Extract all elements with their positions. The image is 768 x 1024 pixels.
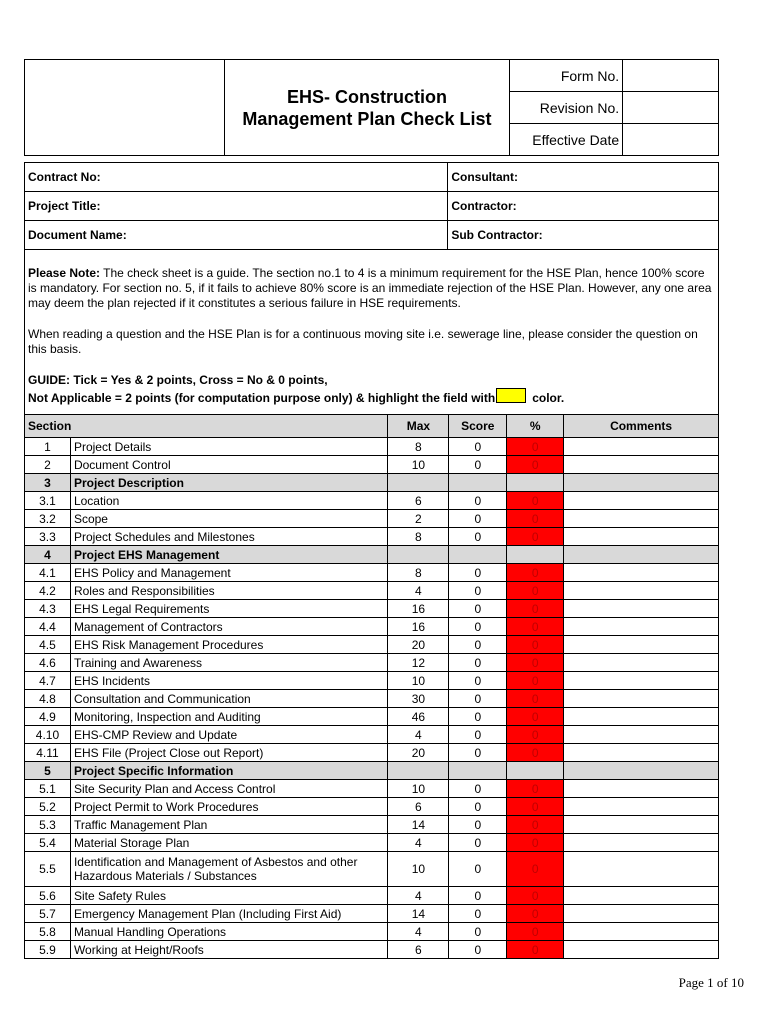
row-pct: [507, 546, 564, 564]
row-comments[interactable]: [564, 582, 719, 600]
row-pct: 0: [507, 438, 564, 456]
row-description: Monitoring, Inspection and Auditing: [70, 708, 387, 726]
table-row: [25, 798, 719, 816]
row-description: Project EHS Management: [70, 546, 387, 564]
row-pct: 0: [507, 582, 564, 600]
row-number: 5.6: [25, 887, 71, 905]
revision-no-field[interactable]: [623, 92, 719, 124]
row-description: EHS-CMP Review and Update: [70, 726, 387, 744]
form-header: [24, 59, 719, 156]
contract-no-field[interactable]: Contract No:: [25, 163, 448, 192]
instructions-note: [24, 250, 719, 414]
row-score[interactable]: 0: [449, 600, 507, 618]
row-pct: 0: [507, 690, 564, 708]
table-row: [25, 816, 719, 834]
title-line-1: EHS- Construction: [286, 86, 447, 107]
row-description: Project Specific Information: [70, 762, 387, 780]
row-number: 4.6: [25, 654, 71, 672]
row-max: 10: [388, 852, 449, 887]
row-score[interactable]: 0: [449, 438, 507, 456]
row-comments[interactable]: [564, 528, 719, 546]
table-row: [25, 744, 719, 762]
row-score[interactable]: 0: [449, 852, 507, 887]
row-max: 46: [388, 708, 449, 726]
guide-color-word: color.: [532, 391, 565, 405]
row-description: EHS Incidents: [70, 672, 387, 690]
row-max: [388, 546, 449, 564]
row-comments[interactable]: [564, 905, 719, 923]
row-number: 4.10: [25, 726, 71, 744]
checklist-table: [24, 414, 719, 959]
table-row: [25, 528, 719, 546]
effective-date-label: Effective Date: [510, 124, 623, 156]
row-score[interactable]: 0: [449, 654, 507, 672]
row-number: 4: [25, 546, 71, 564]
table-row: [25, 510, 719, 528]
effective-date-field[interactable]: [623, 124, 719, 156]
row-number: 4.9: [25, 708, 71, 726]
row-comments[interactable]: [564, 438, 719, 456]
row-number: 5.2: [25, 798, 71, 816]
row-pct: 0: [507, 905, 564, 923]
row-score[interactable]: 0: [449, 672, 507, 690]
row-number: 5.3: [25, 816, 71, 834]
project-info: [24, 162, 719, 250]
row-number: 5.4: [25, 834, 71, 852]
row-pct: 0: [507, 852, 564, 887]
row-max: 12: [388, 654, 449, 672]
row-comments[interactable]: [564, 672, 719, 690]
row-number: 4.3: [25, 600, 71, 618]
row-max: 10: [388, 456, 449, 474]
row-number: 5: [25, 762, 71, 780]
table-row: [25, 852, 719, 887]
row-score[interactable]: 0: [449, 510, 507, 528]
table-row: [25, 923, 719, 941]
row-number: 5.9: [25, 941, 71, 959]
row-pct: 0: [507, 726, 564, 744]
row-description: Training and Awareness: [70, 654, 387, 672]
row-max: 14: [388, 816, 449, 834]
row-comments[interactable]: [564, 600, 719, 618]
row-comments[interactable]: [564, 834, 719, 852]
row-pct: 0: [507, 600, 564, 618]
table-row: [25, 780, 719, 798]
row-max: 16: [388, 618, 449, 636]
row-description: Site Security Plan and Access Control: [70, 780, 387, 798]
section-row: [25, 762, 719, 780]
row-description: Manual Handling Operations: [70, 923, 387, 941]
row-score[interactable]: 0: [449, 492, 507, 510]
row-pct: 0: [507, 492, 564, 510]
table-row: [25, 456, 719, 474]
header-max: Max: [388, 415, 449, 438]
row-number: 4.4: [25, 618, 71, 636]
table-row: [25, 887, 719, 905]
row-comments[interactable]: [564, 798, 719, 816]
row-score[interactable]: 0: [449, 905, 507, 923]
row-comments[interactable]: [564, 887, 719, 905]
row-score[interactable]: 0: [449, 834, 507, 852]
row-description: Scope: [70, 510, 387, 528]
row-score[interactable]: 0: [449, 798, 507, 816]
row-comments[interactable]: [564, 923, 719, 941]
page-number: Page 1 of 10: [678, 975, 744, 990]
row-description: Project Description: [70, 474, 387, 492]
row-max: 16: [388, 600, 449, 618]
row-comments[interactable]: [564, 456, 719, 474]
row-max: 4: [388, 887, 449, 905]
table-row: [25, 834, 719, 852]
row-pct: [507, 762, 564, 780]
logo-area: [25, 60, 225, 156]
row-max: 14: [388, 905, 449, 923]
sub-contractor-field[interactable]: Sub Contractor:: [448, 221, 719, 250]
row-number: 5.5: [25, 852, 71, 887]
form-title: [224, 60, 510, 156]
table-row: [25, 600, 719, 618]
row-pct: 0: [507, 744, 564, 762]
row-description: Management of Contractors: [70, 618, 387, 636]
row-pct: 0: [507, 834, 564, 852]
table-header-row: [25, 415, 719, 438]
row-max: [388, 474, 449, 492]
row-score[interactable]: 0: [449, 887, 507, 905]
row-number: 5.1: [25, 780, 71, 798]
row-max: 8: [388, 528, 449, 546]
row-number: 4.2: [25, 582, 71, 600]
row-description: EHS File (Project Close out Report): [70, 744, 387, 762]
row-description: EHS Legal Requirements: [70, 600, 387, 618]
row-max: 8: [388, 438, 449, 456]
row-description: Document Control: [70, 456, 387, 474]
row-comments[interactable]: [564, 510, 719, 528]
form-no-label: Form No.: [510, 60, 623, 92]
contractor-field[interactable]: Contractor:: [448, 192, 719, 221]
row-pct: 0: [507, 528, 564, 546]
row-max: 10: [388, 780, 449, 798]
row-max: 4: [388, 726, 449, 744]
section-row: [25, 474, 719, 492]
row-number: 4.8: [25, 690, 71, 708]
row-max: 2: [388, 510, 449, 528]
row-score[interactable]: 0: [449, 528, 507, 546]
note-text: The check sheet is a guide. The section no.1 to 4 is a minimum requirement for the HSE Plan, hence 100% score is mandatory. For section no. 5, if it fails to achieve 80% score is an immediate rejection of the HSE Plan. However, any one area may deem the plan rejected if it constitutes a serious failure in HSE requirements.: [28, 266, 712, 310]
row-description: EHS Policy and Management: [70, 564, 387, 582]
row-number: 3.1: [25, 492, 71, 510]
row-pct: 0: [507, 708, 564, 726]
table-row: [25, 636, 719, 654]
guide-line-2-text: Not Applicable = 2 points (for computation purpose only) & highlight the field with: [28, 391, 496, 405]
row-description: Consultation and Communication: [70, 690, 387, 708]
row-pct: 0: [507, 456, 564, 474]
guide-line-2: [28, 388, 714, 406]
row-score[interactable]: 0: [449, 816, 507, 834]
row-number: 5.8: [25, 923, 71, 941]
header-pct: %: [507, 415, 564, 438]
row-pct: [507, 474, 564, 492]
row-score[interactable]: 0: [449, 456, 507, 474]
row-number: 3.3: [25, 528, 71, 546]
table-row: [25, 438, 719, 456]
row-pct: 0: [507, 780, 564, 798]
row-number: 4.5: [25, 636, 71, 654]
row-max: [388, 762, 449, 780]
document-name-field[interactable]: Document Name:: [25, 221, 448, 250]
row-max: 6: [388, 492, 449, 510]
row-comments[interactable]: [564, 726, 719, 744]
row-description: Material Storage Plan: [70, 834, 387, 852]
row-number: 4.7: [25, 672, 71, 690]
row-comments[interactable]: [564, 852, 719, 887]
row-comments[interactable]: [564, 744, 719, 762]
row-max: 30: [388, 690, 449, 708]
row-description: Identification and Management of Asbestos and other Hazardous Materials / Substances: [70, 852, 387, 887]
table-row: [25, 905, 719, 923]
row-score[interactable]: 0: [449, 726, 507, 744]
row-max: 4: [388, 834, 449, 852]
row-comments[interactable]: [564, 618, 719, 636]
row-score[interactable]: 0: [449, 941, 507, 959]
row-description: Project Permit to Work Procedures: [70, 798, 387, 816]
guide-line-1: GUIDE: Tick = Yes & 2 points, Cross = No & 0 points,: [28, 373, 328, 387]
row-pct: 0: [507, 654, 564, 672]
row-score[interactable]: 0: [449, 564, 507, 582]
row-pct: 0: [507, 564, 564, 582]
table-row: [25, 708, 719, 726]
row-max: 4: [388, 582, 449, 600]
row-number: 3: [25, 474, 71, 492]
row-number: 4.11: [25, 744, 71, 762]
note-paragraph-1: [28, 266, 714, 311]
revision-no-label: Revision No.: [510, 92, 623, 124]
row-description: Project Details: [70, 438, 387, 456]
row-comments[interactable]: [564, 654, 719, 672]
row-score: [449, 762, 507, 780]
note-label: Please Note:: [28, 266, 101, 280]
title-line-2: Management Plan Check List: [242, 108, 492, 129]
row-description: Emergency Management Plan (Including First Aid): [70, 905, 387, 923]
row-comments[interactable]: [564, 708, 719, 726]
row-max: 6: [388, 798, 449, 816]
table-row: [25, 492, 719, 510]
row-number: 4.1: [25, 564, 71, 582]
table-row: [25, 654, 719, 672]
highlight-color-swatch: [496, 388, 526, 403]
row-max: 4: [388, 923, 449, 941]
row-description: Project Schedules and Milestones: [70, 528, 387, 546]
header-score: Score: [449, 415, 507, 438]
row-score[interactable]: 0: [449, 744, 507, 762]
row-score[interactable]: 0: [449, 618, 507, 636]
row-description: Roles and Responsibilities: [70, 582, 387, 600]
table-row: [25, 564, 719, 582]
project-title-field[interactable]: Project Title:: [25, 192, 448, 221]
row-pct: 0: [507, 798, 564, 816]
row-number: 2: [25, 456, 71, 474]
row-comments[interactable]: [564, 564, 719, 582]
row-number: 5.7: [25, 905, 71, 923]
table-row: [25, 690, 719, 708]
row-pct: 0: [507, 636, 564, 654]
row-pct: 0: [507, 510, 564, 528]
table-row: [25, 582, 719, 600]
row-comments[interactable]: [564, 690, 719, 708]
row-max: 6: [388, 941, 449, 959]
row-max: 20: [388, 636, 449, 654]
row-score[interactable]: 0: [449, 636, 507, 654]
header-section: Section: [25, 415, 388, 438]
row-number: 3.2: [25, 510, 71, 528]
row-max: 8: [388, 564, 449, 582]
row-description: Location: [70, 492, 387, 510]
row-comments[interactable]: [564, 816, 719, 834]
row-max: 10: [388, 672, 449, 690]
row-description: Traffic Management Plan: [70, 816, 387, 834]
row-score: [449, 546, 507, 564]
row-score[interactable]: 0: [449, 780, 507, 798]
section-row: [25, 546, 719, 564]
row-comments[interactable]: [564, 941, 719, 959]
row-comments[interactable]: [564, 780, 719, 798]
table-row: [25, 726, 719, 744]
table-row: [25, 672, 719, 690]
row-comments[interactable]: [564, 492, 719, 510]
row-description: Site Safety Rules: [70, 887, 387, 905]
table-row: [25, 618, 719, 636]
row-score[interactable]: 0: [449, 708, 507, 726]
table-row: [25, 941, 719, 959]
row-description: EHS Risk Management Procedures: [70, 636, 387, 654]
consultant-field[interactable]: Consultant:: [448, 163, 719, 192]
row-score[interactable]: 0: [449, 582, 507, 600]
row-score: [449, 474, 507, 492]
row-max: 20: [388, 744, 449, 762]
header-comments: Comments: [564, 415, 719, 438]
row-description: Working at Height/Roofs: [70, 941, 387, 959]
row-comments[interactable]: [564, 546, 719, 564]
row-comments[interactable]: [564, 474, 719, 492]
row-pct: 0: [507, 887, 564, 905]
row-pct: 0: [507, 672, 564, 690]
row-pct: 0: [507, 941, 564, 959]
row-comments[interactable]: [564, 636, 719, 654]
row-number: 1: [25, 438, 71, 456]
row-comments[interactable]: [564, 762, 719, 780]
row-score[interactable]: 0: [449, 690, 507, 708]
note-paragraph-2: When reading a question and the HSE Plan is for a continuous moving site i.e. sewerage line, please consider the question on this basis.: [28, 327, 698, 356]
row-pct: 0: [507, 923, 564, 941]
row-score[interactable]: 0: [449, 923, 507, 941]
row-pct: 0: [507, 816, 564, 834]
form-no-field[interactable]: [623, 60, 719, 92]
row-pct: 0: [507, 618, 564, 636]
